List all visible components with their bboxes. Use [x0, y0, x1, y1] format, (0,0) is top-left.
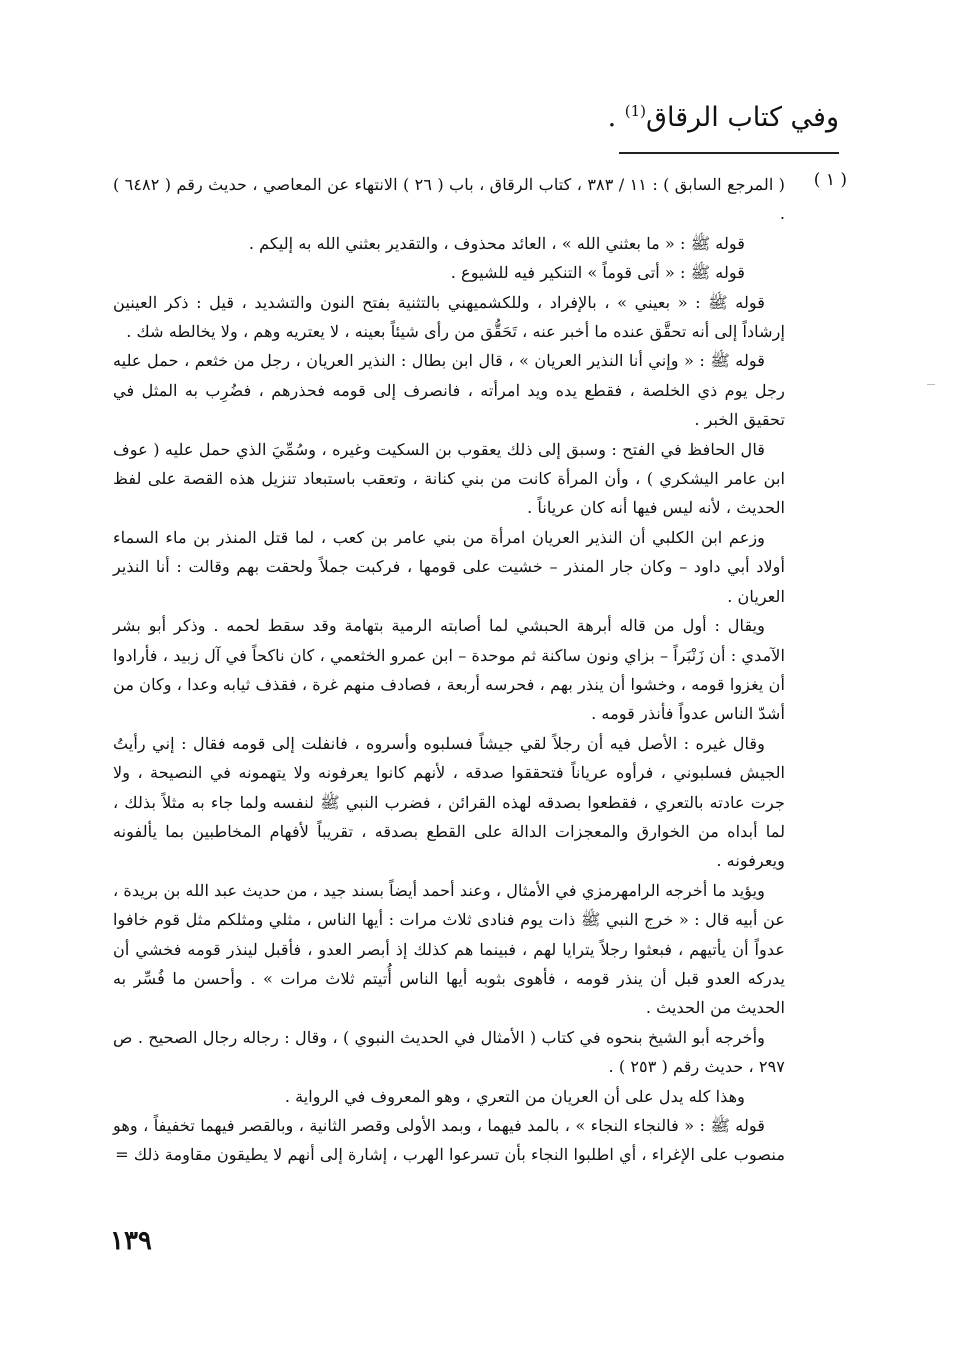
main-text-end: .: [607, 102, 625, 133]
page-number: ١٣٩: [110, 1226, 152, 1256]
footnote-paragraph: قال الحافظ في الفتح : وسبق إلى ذلك يعقوب بن السكيت وغيره ، وسُمِّيَ الذي حمل عليه ( عوف ابن عامر اليشكري ) ، وأن المرأة كانت من بني كنانة ، وتعقب باستبعاد تنزيل هذه القصة على لفظ الحديث ، لأنه ليس فيها أنه كان عرياناً .: [113, 439, 785, 518]
footnote-paragraph: وهذا كله يدل على أن العريان من التعري ، وهو المعروف في الرواية .: [284, 1086, 745, 1106]
footnote-paragraph: ( المرجع السابق ) : ١١ / ٣٨٣ ، كتاب الرقاق ، باب ( ٢٦ ) الانتهاء عن المعاصي ، حديث رقم ( ٦٤٨٢ ) .: [113, 175, 785, 224]
footnote-paragraph: قوله ﷺ : « بعيني » ، بالإفراد ، وللكشميهني بالتثنية بفتح النون والتشديد ، قيل : ذكر العينين إرشاداً إلى أنه تحقَّق عنده ما أخبر عنه ، تَحَقُّق من رأى شيئاً بعينه ، لا يعتريه وهم ، ولا يخالطه شك .: [113, 292, 785, 342]
footnote-paragraph: ويقال : أول من قاله أبرهة الحبشي لما أصابته الرمية بتهامة وقد سقط لحمه . وذكر أبو بشر الآمدي : أن زَنْبَراً – بزاي ونون ساكنة ثم موحدة – ابن عمرو الخثعمي ، كان ناكحاً في آل زبيد ، فأرادوا أن يغزوا قومه ، وخشوا أن ينذر بهم ، فحرسه أربعة ، فصادف منهم غرة ، فقذف ثيابه وعدا ، وكان من أشدّ الناس عدواً فأنذر قومه .: [113, 616, 785, 724]
footnote-body: [113, 170, 785, 1170]
margin-mark: [927, 384, 935, 385]
footnote-paragraph: قوله ﷺ : « وإني أنا النذير العريان » ، قال ابن بطال : النذير العريان ، رجل من خثعم ، حمل عليه رجل يوم ذي الخلصة ، فقطع يده ويد امرأته ، فانصرف إلى قومه فحذرهم ، فضُرِب به المثل في تحقيق الخبر .: [113, 351, 785, 430]
footnote-paragraph: قوله ﷺ : « ما بعثني الله » ، العائد محذوف ، والتقدير بعثني الله به إليكم .: [248, 233, 745, 253]
footnote-reference: (1): [624, 102, 647, 120]
footnote-paragraph: ويؤيد ما أخرجه الرامهرمزي في الأمثال ، وعند أحمد أيضاً بسند جيد ، من حديث عبد الله بن بريدة ، عن أبيه قال : « خرج النبي ﷺ ذات يوم فنادى ثلاث مرات : أيها الناس ، مثلي ومثلكم مثل قوم خافوا عدواً أن يأتيهم ، فبعثوا رجلاً يترايا لهم ، فبينما هم كذلك إذ أبصر العدو ، فأقبل لينذر قومه فخشي أن يدركه العدو قبل أن ينذر قومه ، فأهوى بثوبه أيها الناس أُتيتم ثلاث مرات » . وأحسن ما فُسِّر به الحديث من الحديث .: [113, 880, 785, 1018]
main-text: وفي كتاب الرقاق: [646, 102, 839, 133]
footnote-separator: [619, 152, 839, 154]
footnote-paragraph: وقال غيره : الأصل فيه أن رجلاً لقي جيشاً فسلبوه وأسروه ، فانفلت إلى قومه فقال : إني رأيتُ الجيش فسلبوني ، فرأوه عرياناً فتحققوا صدقه ، لأنهم كانوا يعرفونه ولا يتهمونه في النصيحة ، ولا جرت عادته بالتعري ، فقطعوا بصدقه لهذه القرائن ، فضرب النبي ﷺ لنفسه ولما جاء به مثلاً بذلك ، لما أبداه من الخوارق والمعجزات الدالة على القطع بصدقه ، تقريباً لأفهام المخاطبين بما يألفونه ويعرفونه .: [113, 733, 785, 871]
footnote-paragraph: وزعم ابن الكلبي أن النذير العريان امرأة من بني عامر بن كعب ، لما قتل المنذر بن ماء السماء أولاد أبي داود – وكان جار المنذر – خشيت على قومها ، فركبت جملاً ولحقت بهم وقالت : أنا النذير العريان .: [113, 527, 785, 606]
footnote-paragraph: قوله ﷺ : « فالنجاء النجاء » ، بالمد فيهما ، وبمد الأولى وقصر الثانية ، وبالقصر فيهما تخفيفاً ، وهو منصوب على الإغراء ، أي اطلبوا النجاء بأن تسرعوا الهرب ، إشارة إلى أنهم لا يطيقون مقاومة ذلك =: [113, 1116, 785, 1165]
footnote-paragraph: قوله ﷺ : « أتى قوماً » التنكير فيه للشيوع .: [450, 263, 745, 283]
main-text-line: [119, 102, 839, 133]
footnote-number: ( ١ ): [813, 170, 847, 190]
footnote-paragraph: وأخرجه أبو الشيخ بنحوه في كتاب ( الأمثال في الحديث النبوي ) ، وقال : رجاله رجال الصحيح . ص ٢٩٧ ، حديث رقم ( ٢٥٣ ) .: [113, 1027, 785, 1077]
